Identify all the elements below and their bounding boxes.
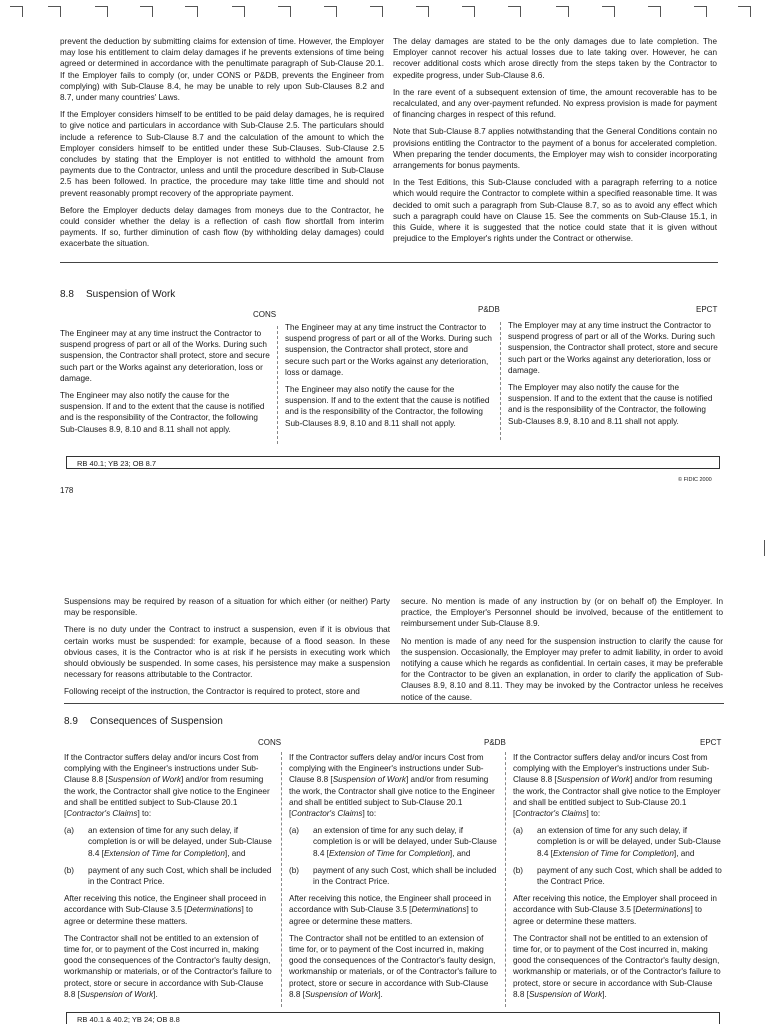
binder-mark bbox=[324, 6, 337, 17]
clause-paragraph: The Employer may also notify the cause for the suspension. If and to the extent that the cause is notified and is the responsibility of the Contractor, the following Sub-Clauses 8.9, 8.10 and 8.11 shall not apply. bbox=[508, 383, 713, 426]
column-separator bbox=[500, 322, 501, 440]
section-number: 8.8 bbox=[60, 289, 74, 300]
column-label-cons: CONS bbox=[253, 310, 277, 319]
commentary-right-top bbox=[393, 36, 717, 250]
paragraph: prevent the deduction by submitting claims for extension of time. However, the Employer may lose his entitlement to claim delay damages if he prevents extensions of time being agreed or determined in accordance with the penultimate paragraph of Sub-Clause 20.1. If the Employer fails to comply (or, under CONS or P&DB, prevents the Engineer from complying) with Sub-Clause 8.4, he may be unable to rely upon Sub-Clauses 8.2 and 8.7, under many countries' Laws. bbox=[60, 37, 384, 103]
binder-mark bbox=[648, 6, 661, 17]
paragraph: secure. No mention is made of any instruction by (or on behalf of) the Employer. In practice, the Employer's Personnel should be involved, because of the entitlement to reimbursement under Sub-Clause 8.9. bbox=[401, 597, 723, 629]
binder-mark bbox=[462, 6, 475, 17]
paragraph: In the rare event of a subsequent extension of time, the amount recoverable has to be recalculated, and any over-payment refunded. No express provision is made for payment of financing charges in respect of this refund. bbox=[393, 87, 717, 120]
binder-mark bbox=[738, 6, 751, 17]
binder-mark bbox=[370, 6, 383, 17]
sub-item-a: (a) an extension of time for any such delay, if completion is or will be delayed, under Sub-Clause 8.4 [Extension of Time for Completion], and bbox=[513, 826, 721, 858]
binder-mark bbox=[48, 6, 61, 17]
clause-paragraph: After receiving this notice, the Engineer shall proceed in accordance with Sub-Clause 3.5 [Determinations] to agree or determine these matters. bbox=[289, 894, 492, 926]
paragraph: Note that Sub-Clause 8.7 applies notwithstanding that the General Conditions contain no provisions entitling the Contractor to the payment of a bonus for accelerated completion. When preparing the tender documents, the Employer may wish to consider incorporating arrangements for bonus payments. bbox=[393, 127, 717, 171]
clause-paragraph: The Engineer may also notify the cause for the suspension. If and to the extent that the cause is notified and is the responsibility of the Contractor, the following Sub-Clauses 8.9, 8.10 and 8.11 shall not apply. bbox=[60, 391, 265, 434]
page-number: 178 bbox=[60, 486, 74, 495]
binder-mark bbox=[232, 6, 245, 17]
divider bbox=[60, 262, 718, 263]
column-label-pdb: P&DB bbox=[478, 305, 500, 314]
reference-box bbox=[66, 1012, 720, 1024]
paragraph: Suspensions may be required by reason of a situation for which either (or neither) Party may be responsible. bbox=[64, 597, 390, 618]
binder-mark bbox=[694, 6, 707, 17]
clause-paragraph: After receiving this notice, the Employer shall proceed in accordance with Sub-Clause 3.5 [Determinations] to agree or determine these matters. bbox=[513, 894, 717, 926]
reference-box bbox=[66, 456, 720, 469]
section-title: Suspension of Work bbox=[86, 289, 176, 300]
binder-mark bbox=[10, 6, 23, 17]
clause-column-epct bbox=[508, 320, 720, 433]
sub-item-b: (b) payment of any such Cost, which shall be included in the Contract Price. bbox=[289, 865, 497, 887]
paragraph: In the Test Editions, this Sub-Clause concluded with a paragraph referring to a notice which would require the Contractor to complete within a specified reasonable time. It was decided to omit such a paragraph from Sub-Clause 8.7, so as to avoid any effect which such a paragraph could have on Clause 15. See the comments on Sub-Clause 15.1, in this Guide, where it is suggested that the notice could state that it is given without prejudice to the Employer's rights under the Contract or otherwise. bbox=[393, 178, 717, 244]
paragraph: No mention is made of any need for the suspension instruction to clarify the cause for the suspension. Occasionally, the Employer may prefer to admit liability, in order to avoid notifying a cause which he regards as confidential. In certain cases, it may be preferable for the Contractor to be given an explanation, in order to clarify the application of Sub-Clauses 8.9, 8.10 and 8.11. They may be invoked by the Contractor unless he receives notice of the cause. bbox=[401, 636, 723, 702]
binder-mark bbox=[508, 6, 521, 17]
section-number: 8.9 bbox=[64, 716, 78, 727]
clause-column-cons bbox=[64, 752, 274, 1006]
column-separator bbox=[505, 752, 506, 1007]
section-title: Consequences of Suspension bbox=[90, 716, 223, 727]
column-separator bbox=[277, 326, 278, 444]
commentary-left-top bbox=[60, 36, 384, 256]
clause-column-pdb bbox=[285, 322, 493, 435]
section-heading-8-8 bbox=[60, 289, 175, 300]
clause-column-pdb bbox=[289, 752, 499, 1006]
paragraph: The delay damages are stated to be the only damages due to late completion. The Employer cannot recover his actual losses due to late taking over. However, he can recover additional costs which arose directly from the steps taken by the Contractor to expedite progress, under Sub-Clause 8.6. bbox=[393, 37, 717, 80]
paragraph: There is no duty under the Contract to instruct a suspension, even if it is obvious that certain works must be suspended: for example, because of a flood season. In these obvious cases, it is the Contractor who is at risk if he persists in executing work which should obviously be suspended. In some cases, his persistence may make a suspension necessary for reasons attributable to the Contractor. bbox=[64, 625, 390, 680]
clause-paragraph: The Engineer may also notify the cause for the suspension. If and to the extent that the cause is notified and is the responsibility of the Contractor, the following Sub-Clauses 8.9, 8.10 and 8.11 shall not apply. bbox=[285, 385, 490, 428]
column-label-epct: EPCT bbox=[700, 738, 722, 747]
paragraph: Following receipt of the instruction, the Contractor is required to protect, store and bbox=[64, 687, 360, 697]
copyright: © FIDIC 2000 bbox=[678, 477, 712, 483]
section-heading-8-9 bbox=[64, 716, 223, 727]
clause-paragraph: If the Contractor suffers delay and/or incurs Cost from complying with the Employer's instructions under Sub-Clause 8.8 [Suspension of Work] and/or from resuming the work, the Contractor shall give notice to the Employer and shall be entitled subject to Sub-Clause 20.1 [Contractor's Claims] to: bbox=[513, 753, 721, 819]
sub-item-a: (a) an extension of time for any such delay, if completion is or will be delayed, under Sub-Clause 8.4 [Extension of Time for Completion], and bbox=[289, 826, 497, 858]
commentary-right-bottom bbox=[401, 596, 723, 709]
clause-paragraph: The Engineer may at any time instruct the Contractor to suspend progress of part or all of the Works. During such suspension, the Contractor shall protect, store and secure such part or the Works against any deterioration, loss or damage. bbox=[60, 329, 270, 383]
clause-column-epct bbox=[513, 752, 723, 1006]
clause-paragraph: If the Contractor suffers delay and/or incurs Cost from complying with the Engineer's instructions under Sub-Clause 8.8 [Suspension of Work] and/or from resuming the work, the Contractor shall give notice to the Engineer and shall be entitled subject to Sub-Clause 20.1 [Contractor's Claims] to: bbox=[289, 753, 495, 819]
clause-paragraph: The Contractor shall not be entitled to an extension of time for, or to payment of the Cost incurred in, making good the consequences of the Contractor's faulty design, workmanship or materials, or of the Contractor's failure to protect, store or secure in accordance with Sub-Clause 8.8 [Suspension of Work]. bbox=[289, 933, 497, 999]
clause-column-cons bbox=[60, 328, 272, 441]
binder-mark bbox=[140, 6, 153, 17]
paragraph: If the Employer considers himself to be entitled to be paid delay damages, he is required to give notice and particulars in accordance with Sub-Clause 2.5. The particulars should include a reference to Sub-Clause 8.7 and the calculation of the amount to which the Employer considers himself to be entitled under these Sub-Clauses. Sub-Clause 2.5 concludes by stating that the Employer is not entitled to withhold the amount from payments due to the Contractor, unless and until the procedure described in Sub-Clause 2.5 has been followed. In practice, the procedure may take little time and should not prevent reasonably prompt recovery of the appropriate payment. bbox=[60, 110, 384, 198]
column-label-cons: CONS bbox=[258, 738, 282, 747]
binder-mark bbox=[278, 6, 291, 17]
sub-item-b: (b) payment of any such Cost, which shall be added to the Contract Price. bbox=[513, 865, 722, 887]
binder-mark bbox=[185, 6, 198, 17]
clause-paragraph: The Employer may at any time instruct the Contractor to suspend progress of part or all of the Works. During such suspension, the Contractor shall protect, store and secure such part or the Works against any deterioration, loss or damage. bbox=[508, 321, 718, 375]
reference-text: RB 40.1 & 40.2; YB 24; OB 8.8 bbox=[77, 1015, 180, 1024]
clause-paragraph: After receiving this notice, the Engineer shall proceed in accordance with Sub-Clause 3.5 [Determinations] to agree or determine these matters. bbox=[64, 894, 267, 926]
paragraph: Before the Employer deducts delay damages from moneys due to the Contractor, he could consider whether the delay is a reflection of cash flow shortfall from interim payments. If so, further diminution of cash flow (by withholding delay damages) could exacerbate the situation. bbox=[60, 205, 384, 249]
clause-paragraph: The Engineer may at any time instruct the Contractor to suspend progress of part or all of the Works. During such suspension, the Contractor shall protect, store and secure such part or the Works against any deterioration, loss or damage. bbox=[285, 323, 492, 377]
sub-item-a: (a) an extension of time for any such delay, if completion is or will be delayed, under Sub-Clause 8.4 [Extension of Time for Completion], and bbox=[64, 826, 272, 858]
commentary-left-bottom bbox=[64, 596, 390, 704]
clause-paragraph: The Contractor shall not be entitled to an extension of time for, or to payment of the Cost incurred in, making good the consequences of the Contractor's faulty design, workmanship or materials, or of the Contractor's failure to protect, store or secure in accordance with Sub-Clause 8.8 [Suspension of Work]. bbox=[513, 933, 721, 999]
sub-item-b: (b) payment of any such Cost, which shall be included in the Contract Price. bbox=[64, 865, 272, 887]
scan-mark bbox=[764, 540, 765, 556]
column-separator bbox=[281, 752, 282, 1007]
binder-mark bbox=[602, 6, 615, 17]
clause-paragraph: The Contractor shall not be entitled to an extension of time for, or to payment of the Cost incurred in, making good the consequences of the Contractor's faulty design, workmanship or materials, or of the Contractor's failure to protect, store or secure in accordance with Sub-Clause 8.8 [Suspension of Work]. bbox=[64, 933, 272, 999]
column-label-pdb: P&DB bbox=[484, 738, 506, 747]
binder-mark bbox=[556, 6, 569, 17]
reference-text: RB 40.1; YB 23; OB 8.7 bbox=[77, 459, 157, 468]
clause-paragraph: If the Contractor suffers delay and/or incurs Cost from complying with the Engineer's instructions under Sub-Clause 8.8 [Suspension of Work] and/or from resuming the work, the Contractor shall give notice to the Engineer and shall be entitled subject to Sub-Clause 20.1 [Contractor's Claims] to: bbox=[64, 753, 270, 819]
binder-mark bbox=[95, 6, 108, 17]
column-label-epct: EPCT bbox=[696, 305, 718, 314]
binder-mark bbox=[416, 6, 429, 17]
divider bbox=[64, 703, 724, 704]
